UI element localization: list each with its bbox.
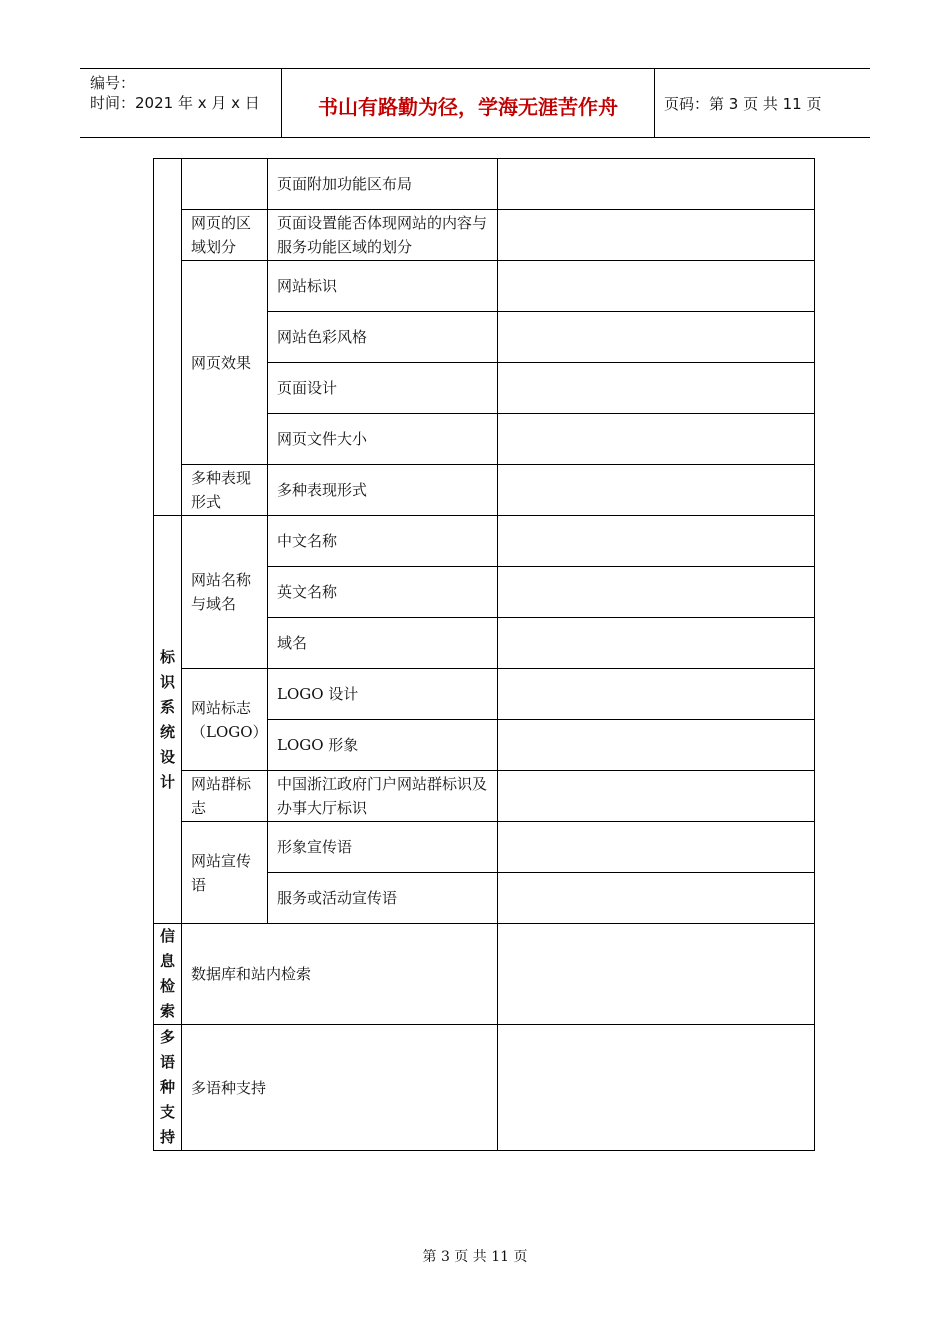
score-cell[interactable] — [498, 720, 815, 771]
table-row — [154, 771, 815, 822]
score-cell[interactable] — [498, 1025, 815, 1151]
item-cell: 多语种支持 — [182, 1025, 498, 1151]
score-cell[interactable] — [498, 516, 815, 567]
score-cell[interactable] — [498, 924, 815, 1025]
item-cell: 页面设计 — [268, 363, 498, 414]
score-cell[interactable] — [498, 567, 815, 618]
subcategory-cell: 网站名称与域名 — [182, 516, 268, 669]
item-cell: 多种表现形式 — [268, 465, 498, 516]
document-number-label: 编号： — [90, 74, 136, 92]
header-page-label: 页码：第 3 页 共 11 页 — [664, 95, 822, 113]
item-cell: 形象宣传语 — [268, 822, 498, 873]
category-cell — [154, 159, 182, 516]
score-cell[interactable] — [498, 618, 815, 669]
category-label: 标识系统设计 — [159, 647, 175, 791]
subcategory-cell: 多种表现形式 — [182, 465, 268, 516]
category-label: 多语种支持 — [159, 1028, 175, 1146]
document-time-label: 时间：2021 年 x 月 x 日 — [90, 94, 260, 112]
item-cell: 页面附加功能区布局 — [268, 159, 498, 210]
item-cell: 域名 — [268, 618, 498, 669]
score-cell[interactable] — [498, 210, 815, 261]
page-footer: 第 3 页 共 11 页 — [422, 1249, 528, 1265]
item-cell: 网站色彩风格 — [268, 312, 498, 363]
header-motto: 书山有路勤为径，学海无涯苦作舟 — [318, 95, 618, 119]
subcategory-cell: 网页的区域划分 — [182, 210, 268, 261]
table-row — [154, 261, 815, 312]
score-cell[interactable] — [498, 312, 815, 363]
item-cell: 中文名称 — [268, 516, 498, 567]
table-row — [154, 159, 815, 210]
table-row — [154, 465, 815, 516]
category-cell — [154, 1025, 182, 1151]
item-cell: 数据库和站内检索 — [182, 924, 498, 1025]
score-cell[interactable] — [498, 261, 815, 312]
page-header — [80, 68, 870, 138]
subcategory-cell: 网站群标志 — [182, 771, 268, 822]
category-cell — [154, 924, 182, 1025]
evaluation-table — [153, 158, 815, 1151]
score-cell[interactable] — [498, 771, 815, 822]
item-cell: 页面设置能否体现网站的内容与服务功能区域的划分 — [268, 210, 498, 261]
item-cell: 网页文件大小 — [268, 414, 498, 465]
item-cell: 网站标识 — [268, 261, 498, 312]
header-divider — [654, 69, 655, 137]
subcategory-cell: 网页效果 — [182, 261, 268, 465]
item-cell: 中国浙江政府门户网站群标识及办事大厅标识 — [268, 771, 498, 822]
score-cell[interactable] — [498, 159, 815, 210]
table-row — [154, 924, 815, 1025]
score-cell[interactable] — [498, 363, 815, 414]
item-cell: LOGO 形象 — [268, 720, 498, 771]
score-cell[interactable] — [498, 465, 815, 516]
score-cell[interactable] — [498, 669, 815, 720]
table-row — [154, 516, 815, 567]
table-row — [154, 822, 815, 873]
score-cell[interactable] — [498, 822, 815, 873]
score-cell[interactable] — [498, 873, 815, 924]
table-row — [154, 669, 815, 720]
score-cell[interactable] — [498, 414, 815, 465]
subcategory-cell: 网站宣传语 — [182, 822, 268, 924]
item-cell: 英文名称 — [268, 567, 498, 618]
category-cell — [154, 516, 182, 924]
header-meta — [90, 73, 260, 113]
category-label: 信息检索 — [159, 927, 175, 1020]
item-cell: LOGO 设计 — [268, 669, 498, 720]
item-cell: 服务或活动宣传语 — [268, 873, 498, 924]
table-row — [154, 1025, 815, 1151]
subcategory-cell — [182, 159, 268, 210]
table-row — [154, 210, 815, 261]
subcategory-cell: 网站标志（LOGO） — [182, 669, 268, 771]
